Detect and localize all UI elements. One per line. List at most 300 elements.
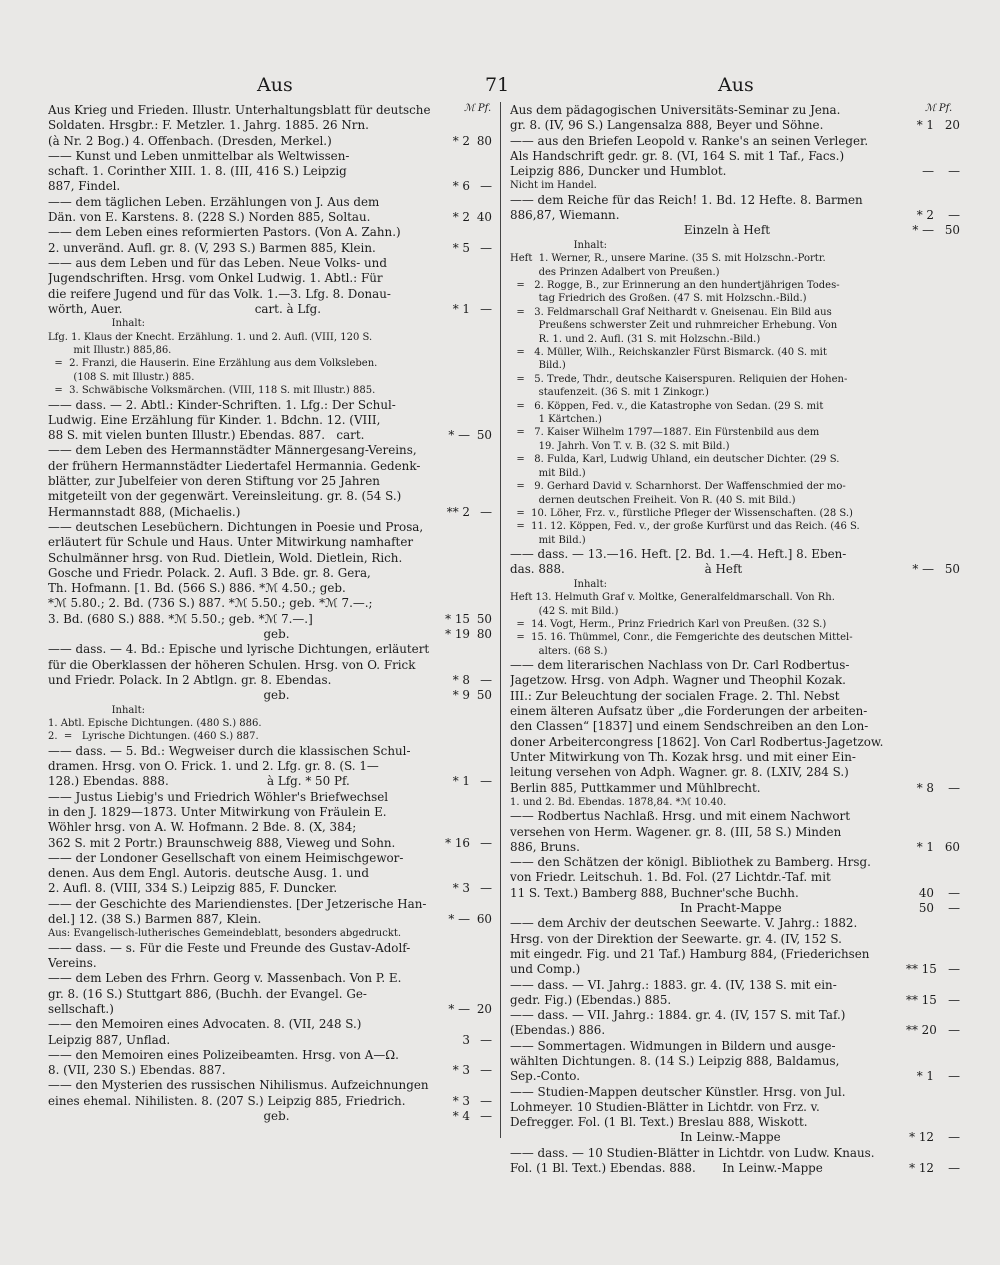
price-marks: * 3 [452,1093,470,1108]
price-pfennig: — [480,672,492,687]
catalog-line [48,134,492,149]
price-marks [906,453,934,466]
entry-text: Wöhler hrsg. von A. W. Hofmann. 2 Bde. 8. (X, 384; [48,820,357,835]
catalog-line [48,195,492,210]
price-pfennig: 60 [476,912,492,927]
catalog-line [510,547,960,562]
price-marks [906,825,934,840]
catalog-line [510,750,960,765]
price-pfennig [934,618,960,631]
price-marks [440,164,470,179]
price-pfennig [934,855,960,870]
catalog-line [48,881,492,896]
price-marks [906,1085,934,1100]
catalog-line [510,735,960,750]
price-pfennig [470,717,492,730]
price-marks [440,730,470,743]
price-marks [440,790,470,805]
catalog-line [48,688,492,703]
price-pfennig [470,413,492,428]
price-pfennig: 20 [476,1001,492,1016]
catalog-line [48,612,492,627]
entry-text: Ludwig. Eine Erzählung für Kinder. 1. Bdchn. 12. (VIII, [48,412,381,427]
entry-text: Leipzig 887, Unflad. [48,1032,171,1047]
entry-text: Lohmeyer. 10 Studien-Blätter in Lichtdr. von Frz. v. [510,1099,820,1114]
entry-text: del.] 12. (38 S.) Barmen 887, Klein. [48,912,262,927]
price-marks [440,225,470,240]
catalog-line [48,384,492,397]
price-pfennig [470,443,492,458]
right-column [510,103,960,1176]
entry-text: 887, Findel. [48,179,121,194]
price-pfennig: — [480,881,492,896]
entry-text: *ℳ 5.80.; 2. Bd. (736 S.) 887. *ℳ 5.50.; geb. *ℳ 7.—.; [48,596,373,611]
price-marks [440,1078,470,1093]
catalog-line [510,886,960,901]
entry-text: —— den Memoiren eines Advocaten. 8. (VII, 248 S.) [48,1017,362,1032]
catalog-line [510,618,960,631]
catalog-line [510,605,960,618]
price-marks [440,413,470,428]
price-pfennig: — [480,1108,492,1123]
price-marks: — [922,164,934,179]
entry-text: Aus: Evangelisch-lutherisches Gemeindeblatt, besonders abgedruckt. [48,928,402,940]
price-pfennig [934,1039,960,1054]
price-marks: * 2 [916,208,934,223]
entry-text: 2. = Lyrische Dichtungen. (460 S.) 887. [48,731,259,743]
entry-text: mit eingedr. Fig. und 21 Taf.) Hamburg 884, (Friederichsen [510,946,870,961]
price-marks: * 16 [445,835,470,850]
price-marks [906,319,934,332]
price-marks [440,704,470,717]
price-pfennig [934,796,960,809]
entry-text: mit Bild.) [510,534,586,546]
catalog-line [48,357,492,370]
price-marks [906,252,934,265]
catalog-line [510,781,960,796]
catalog-line [48,596,492,611]
price-marks [440,744,470,759]
entry-text: —— Kunst und Leben unmittelbar als Weltwissen- [48,148,350,163]
catalog-line [510,426,960,439]
catalog-line [48,566,492,581]
price-marks: * 3 [452,1063,470,1078]
price-marks [906,932,934,947]
price-pfennig [470,371,492,384]
catalog-line [48,271,492,286]
catalog-line [510,239,960,252]
currency-unit-right: ℳ Pf. [925,103,953,114]
price-pfennig [934,333,960,346]
price-marks [440,658,470,673]
price-marks: ** 15 [906,962,937,977]
entry-text: Inhalt: [48,704,145,716]
entry-text: —— der Londoner Gesellschaft von einem Heimischgewor- [48,850,404,865]
price-pfennig [934,134,960,149]
price-marks [906,658,934,673]
catalog-line [510,962,960,977]
catalog-line [48,717,492,730]
price-pfennig [470,1017,492,1032]
entry-text: wählten Dichtungen. 8. (14 S.) Leipzig 888, Baldamus, [510,1053,840,1068]
price-pfennig [934,480,960,493]
price-pfennig [470,866,492,881]
price-pfennig [470,956,492,971]
price-pfennig [470,658,492,673]
catalog-line [510,346,960,359]
price-pfennig [934,719,960,734]
price-marks [440,717,470,730]
price-pfennig [934,750,960,765]
price-pfennig [934,916,960,931]
catalog-line [48,927,492,940]
catalog-line [510,719,960,734]
entry-text: staufenzeit. (36 S. mit 1 Zinkogr.) [510,387,709,399]
entry-text: für die Oberklassen der höheren Schulen. Hrsg. von O. Frick [48,657,416,672]
price-marks: * 1 [916,1069,934,1084]
price-pfennig [934,605,960,618]
price-pfennig [934,658,960,673]
entry-text: 2. unveränd. Aufl. gr. 8. (V, 293 S.) Barmen 885, Klein. [48,240,376,255]
price-pfennig [470,287,492,302]
catalog-line [510,179,960,192]
price-marks [906,359,934,372]
price-pfennig [470,474,492,489]
catalog-line [510,901,960,916]
entry-text: —— dem literarischen Nachlass von Dr. Carl Rodbertus- [510,658,850,673]
entry-text: Schulmänner hrsg. von Rud. Dietlein, Wold. Dietlein, Rich. [48,550,403,565]
price-pfennig [934,1008,960,1023]
catalog-line [48,1017,492,1032]
price-marks: * 1 [452,301,470,316]
price-marks [906,306,934,319]
catalog-line [510,223,960,238]
price-marks [440,581,470,596]
entry-text: gr. 8. (16 S.) Stuttgart 886, (Buchh. der Evangel. Ge- [48,986,367,1001]
catalog-line [510,134,960,149]
price-pfennig: — [480,835,492,850]
price-pfennig [934,1054,960,1069]
entry-text: Aus dem pädagogischen Universitäts-Seminar zu Jena. [510,103,841,117]
price-marks [906,426,934,439]
price-marks [906,591,934,604]
price-marks [906,735,934,750]
price-pfennig [934,103,960,118]
price-pfennig [470,271,492,286]
entry-text: —— aus den Briefen Leopold v. Ranke's an seinen Verleger. [510,133,869,148]
price-pfennig [470,642,492,657]
entry-text: die reifere Jugend und für das Volk. 1.—3. Lfg. 8. Donau- [48,286,391,301]
entry-text: gr. 8. (IV, 96 S.) Langensalza 888, Beyer und Söhne. [510,118,824,133]
catalog-line [510,978,960,993]
price-pfennig [470,971,492,986]
price-pfennig [470,317,492,330]
entry-text: —— dass. — 2. Abtl.: Kinder-Schriften. 1. Lfg.: Der Schul- [48,397,396,412]
entry-text: Leipzig 886, Duncker und Humblot. [510,164,727,179]
entry-text: Inhalt: [510,239,607,251]
price-pfennig [934,149,960,164]
catalog-line [48,413,492,428]
price-pfennig: — [480,774,492,789]
price-marks: * 1 [916,118,934,133]
price-pfennig: — [948,1023,960,1038]
price-marks [440,866,470,881]
entry-text: R. 1. und 2. Aufl. (31 S. mit Holzschn.-Bild.) [510,333,761,345]
entry-text: Lfg. 1. Klaus der Knecht. Erzählung. 1. und 2. Aufl. (VIII, 120 S. [48,331,373,343]
price-marks [440,118,470,133]
catalog-line [48,428,492,443]
price-marks [906,103,934,118]
entry-text: Nicht im Handel. [510,180,597,192]
entry-text: gedr. Fig.) (Ebendas.) 885. [510,992,672,1007]
price-marks [440,805,470,820]
running-head-right: Aus [718,74,754,96]
catalog-line [510,947,960,962]
price-pfennig [934,673,960,688]
entry-text: —— deutschen Lesebüchern. Dichtungen in Poesie und Prosa, [48,519,424,534]
entry-text: = 2. Rogge, B., zur Erinnerung an den hundertjährigen Todes- [510,280,840,291]
currency-unit-left: ℳ Pf. [464,103,492,114]
entry-text: tag Friedrich des Großen. (47 S. mit Holzschn.-Bild.) [510,293,807,305]
price-pfennig: 50 [476,428,492,443]
entry-text: dramen. Hrsg. von O. Frick. 1. und 2. Lfg. gr. 8. (S. 1— [48,759,379,774]
left-column [48,103,492,1124]
entry-text: —— den Mysterien des russischen Nihilismus. Aufzeichnungen [48,1078,429,1093]
price-marks [906,494,934,507]
entry-text: 19. Jahrh. Von T. v. B. (32 S. mit Bild.) [510,440,730,452]
catalog-line [48,956,492,971]
price-pfennig [470,941,492,956]
catalog-line [510,400,960,413]
catalog-line [510,480,960,493]
price-pfennig [470,1048,492,1063]
catalog-line [510,870,960,885]
price-pfennig [934,547,960,562]
catalog-line [48,658,492,673]
catalog-line [510,645,960,658]
catalog-line [48,987,492,1002]
entry-text: 128.) Ebendas. 888. à Lfg. * 50 Pf. [48,774,350,789]
catalog-line [510,796,960,809]
price-pfennig [934,1100,960,1115]
entry-text: 886,87, Wiemann. [510,208,620,223]
price-marks [440,642,470,657]
price-marks [906,870,934,885]
catalog-line [48,897,492,912]
catalog-line [510,149,960,164]
catalog-line [510,440,960,453]
entry-text: Inhalt: [510,578,607,590]
price-marks [440,897,470,912]
price-marks [440,971,470,986]
price-pfennig [934,239,960,252]
price-pfennig [934,507,960,520]
entry-text: —— dem Reiche für das Reich! 1. Bd. 12 Hefte. 8. Barmen [510,192,863,207]
catalog-line [510,673,960,688]
price-marks: * 12 [909,1130,934,1145]
price-marks [440,443,470,458]
catalog-line [510,292,960,305]
catalog-line [510,118,960,133]
price-marks: 3 [462,1032,470,1047]
catalog-line [48,1094,492,1109]
entry-text: —— dass. — VII. Jahrg.: 1884. gr. 4. (IV, 157 S. mit Taf.) [510,1008,846,1023]
entry-text: und Friedr. Polack. In 2 Abtlgn. gr. 8. Ebendas. [48,672,332,687]
catalog-line [48,851,492,866]
price-marks: * 8 [452,672,470,687]
price-marks: * — [448,1001,470,1016]
entry-text: Defregger. Fol. (1 Bl. Text.) Breslau 888, Wiskott. [510,1115,808,1130]
price-pfennig [934,440,960,453]
catalog-line [510,279,960,292]
catalog-line [510,825,960,840]
entry-text: Hermannstadt 888, (Michaelis.) [48,504,241,519]
entry-text: 1. Abtl. Epische Dichtungen. (480 S.) 886. [48,717,262,729]
catalog-line [510,1161,960,1176]
price-pfennig: 80 [476,133,492,148]
catalog-line [510,765,960,780]
price-pfennig: — [948,885,960,900]
price-pfennig [470,730,492,743]
price-marks [906,1008,934,1023]
catalog-line [48,398,492,413]
price-marks: * 9 [452,688,470,703]
entry-text: geb. [48,1108,290,1123]
entry-text: = 3. Feldmarschall Graf Neithardt v. Gneisenau. Ein Bild aus [510,306,832,318]
catalog-line [48,836,492,851]
entry-text: leitung versehen von Adph. Wagner. gr. 8. (LXIV, 284 S.) [510,765,849,780]
price-pfennig [934,520,960,533]
entry-text: —— der Geschichte des Mariendienstes. [Der Jetzerische Han- [48,896,427,911]
catalog-line [48,241,492,256]
price-pfennig [934,978,960,993]
entry-text: 362 S. mit 2 Portr.) Braunschweig 888, Vieweg und Sohn. [48,835,396,850]
price-pfennig: — [948,780,960,795]
price-marks [906,645,934,658]
entry-text: —— Justus Liebig's und Friedrich Wöhler's Briefwechsel [48,789,389,804]
catalog-line [510,193,960,208]
price-marks [440,271,470,286]
price-pfennig: — [948,992,960,1007]
price-pfennig [934,947,960,962]
price-marks [906,618,934,631]
price-pfennig [470,344,492,357]
entry-text: = 10. Löher, Frz. v., fürstliche Pfleger der Wissenschaften. (28 S.) [510,507,853,519]
price-marks [440,384,470,397]
price-marks [906,400,934,413]
price-marks: * — [448,428,470,443]
catalog-line [510,103,960,118]
price-marks [906,1100,934,1115]
price-pfennig: 40 [476,210,492,225]
catalog-line [510,359,960,372]
entry-text: 886, Bruns. [510,839,580,854]
price-marks [440,987,470,1002]
price-pfennig [470,357,492,370]
catalog-line [510,689,960,704]
entry-text: In Pracht-Mappe [510,901,782,916]
catalog-line [48,1078,492,1093]
price-marks [440,357,470,370]
catalog-line [510,252,960,265]
price-pfennig: — [480,179,492,194]
entry-text: eines ehemal. Nihilisten. 8. (207 S.) Leipzig 885, Friedrich. [48,1093,406,1108]
price-pfennig [470,805,492,820]
price-pfennig [934,932,960,947]
catalog-line [48,1109,492,1124]
entry-text: des Prinzen Adalbert von Preußen.) [510,266,720,278]
price-pfennig [934,359,960,372]
price-marks [440,551,470,566]
entry-text: geb. [48,627,290,642]
price-pfennig: — [480,1093,492,1108]
price-marks [906,704,934,719]
price-pfennig: — [480,1032,492,1047]
entry-text: Jagetzow. Hrsg. von Adph. Wagner und Theophil Kozak. [510,673,846,688]
catalog-line [48,371,492,384]
price-marks: * 1 [452,774,470,789]
price-marks [906,1146,934,1161]
entry-text: = 7. Kaiser Wilhelm 1797—1887. Ein Fürstenbild aus dem [510,427,820,439]
price-pfennig: 50 [944,223,960,238]
price-marks: ** 20 [906,1023,937,1038]
price-marks [906,689,934,704]
price-marks [440,1017,470,1032]
catalog-line [48,459,492,474]
price-marks: * 5 [452,240,470,255]
catalog-line [48,1033,492,1048]
price-marks [906,809,934,824]
price-pfennig [934,426,960,439]
price-marks [906,179,934,192]
entry-text: der frühern Hermannstädter Liedertafel Hermannia. Gedenk- [48,458,421,473]
price-pfennig: — [948,164,960,179]
entry-text: denen. Aus dem Engl. Autoris. deutsche Ausg. 1. und [48,866,369,881]
price-pfennig [934,631,960,644]
entry-text: In Leinw.-Mappe [510,1130,781,1145]
price-pfennig [470,331,492,344]
catalog-line [510,1069,960,1084]
entry-text: von Friedr. Leitschuh. 1. Bd. Fol. (27 Lichtdr.-Taf. mit [510,870,831,885]
price-pfennig [470,551,492,566]
catalog-line [48,118,492,133]
entry-text: Fol. (1 Bl. Text.) Ebendas. 888. In Leinw.-Mappe [510,1161,823,1176]
price-marks [906,373,934,386]
catalog-line [510,809,960,824]
catalog-line [510,520,960,533]
entry-text: —— dass. — 10 Studien-Blätter in Lichtdr. von Ludw. Knaus. [510,1145,875,1160]
price-marks [440,520,470,535]
price-pfennig [934,252,960,265]
catalog-line [510,704,960,719]
entry-text: erläutert für Schule und Haus. Unter Mitwirkung namhafter [48,535,414,550]
catalog-line [48,256,492,271]
entry-text: Dän. von E. Karstens. 8. (228 S.) Norden 885, Soltau. [48,210,371,225]
entry-text: Soldaten. Hrsgbr.: F. Metzler. 1. Jahrg. 1885. 26 Nrn. [48,118,369,133]
entry-text: dernen deutschen Freiheit. Von R. (40 S. mit Bild.) [510,494,796,506]
catalog-line [510,591,960,604]
catalog-line [48,805,492,820]
price-pfennig [934,870,960,885]
entry-text: Aus Krieg und Frieden. Illustr. Unterhaltungsblatt für deutsche [48,103,431,117]
catalog-line [510,578,960,591]
price-marks [906,547,934,562]
price-marks [440,489,470,504]
catalog-line [510,467,960,480]
price-marks: ** 2 [446,504,470,519]
catalog-line [510,534,960,547]
catalog-line [48,820,492,835]
